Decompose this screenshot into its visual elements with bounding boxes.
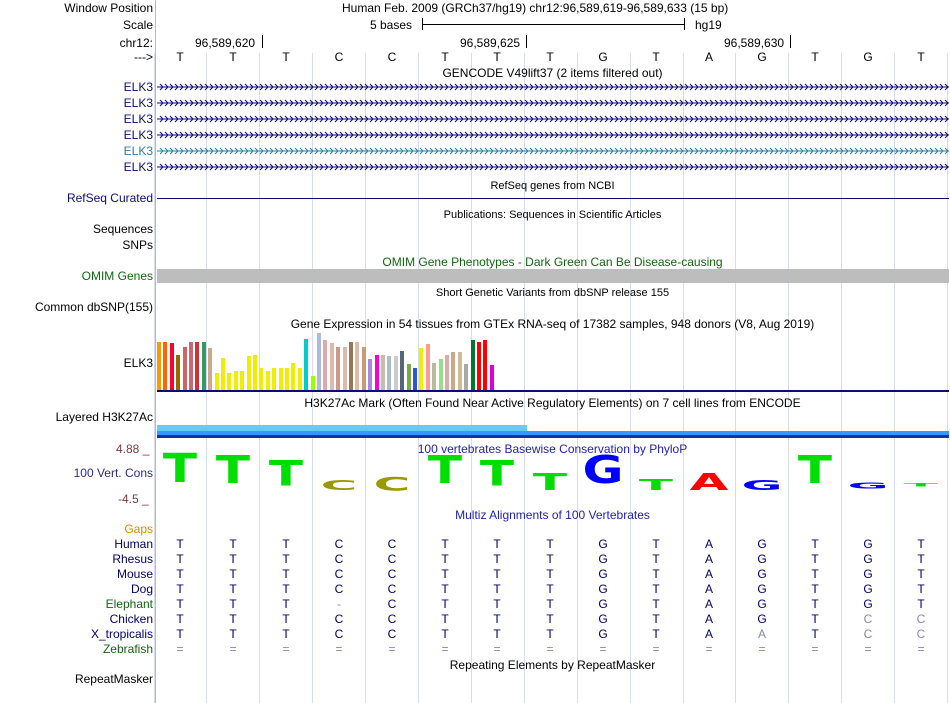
multiz-base: C [863,612,873,626]
window-position-value[interactable]: Human Feb. 2009 (GRCh37/hg19) chr12:96,589,619-96,589,633 (15 bp) [342,1,729,15]
multiz-base: T [229,627,237,641]
omim-feature-bar[interactable] [157,269,949,283]
multiz-species-label[interactable]: Rhesus [112,552,153,566]
multiz-base: C [387,612,397,626]
multiz-base: G [863,567,873,581]
omim-track-title[interactable]: OMIM Gene Phenotypes - Dark Green Can Be Disease-causing [382,255,723,269]
gtex-tissue-bar[interactable] [311,376,315,390]
gencode-item-label[interactable]: ELK3 [123,128,153,142]
multiz-base: T [441,567,449,581]
multiz-base: G [863,537,873,551]
multiz-base: = [282,642,290,656]
gencode-transcript-feature[interactable] [157,161,949,173]
multiz-base: A [704,612,713,626]
multiz-base: C [387,537,397,551]
multiz-base: T [652,567,660,581]
ruler-base: C [387,50,397,64]
multiz-base: G [863,597,873,611]
multiz-base: = [599,642,607,656]
gtex-tissue-bar[interactable] [291,363,295,390]
ruler-base: G [863,50,873,64]
multiz-base: T [229,597,237,611]
multiz-base: C [387,567,397,581]
multiz-base: T [282,567,290,581]
gtex-tissue-bar[interactable] [400,351,404,390]
multiz-base: T [229,537,237,551]
tick-label-2: 96,589,625 [460,36,521,50]
phylop-track-title[interactable]: 100 vertebrates Basewise Conservation by PhyloP [417,442,688,456]
window-position-label: Window Position [64,1,153,15]
multiz-base: T [917,597,925,611]
gtex-tissue-bar[interactable] [234,371,238,390]
ruler-base: T [811,50,819,64]
refseq-feature-line[interactable] [157,198,949,199]
gencode-item-label[interactable]: ELK3 [123,112,153,126]
multiz-base: T [811,582,819,596]
publications-track-title[interactable]: Publications: Sequences in Scientific Articles [443,209,662,221]
multiz-base: = [493,642,501,656]
multiz-base: T [546,582,554,596]
gtex-tissue-bar[interactable] [413,368,417,390]
gtex-tissue-bar[interactable] [208,348,212,390]
gtex-tissue-bar[interactable] [464,364,468,390]
multiz-base: G [757,537,767,551]
multiz-base: T [811,627,819,641]
multiz-base: = [811,642,819,656]
multiz-base: = [705,642,713,656]
phylop-base-letter: C [373,473,411,496]
phylop-base-letter: T [532,469,568,496]
multiz-base: T [441,552,449,566]
gtex-tissue-bar[interactable] [176,355,180,390]
gtex-tissue-bar[interactable] [272,368,276,390]
h3k27ac-signal-dark [157,435,949,438]
gtex-baseline [157,390,949,392]
multiz-base: T [811,612,819,626]
strand-label: ---> [134,50,153,64]
refseq-label[interactable]: RefSeq Curated [66,191,153,205]
chrom-label: chr12: [119,36,153,50]
gtex-tissue-bar[interactable] [483,340,487,390]
phylop-base-letter: T [479,454,515,495]
gtex-tissue-bar[interactable] [349,342,353,390]
multiz-base: = [546,642,554,656]
ruler-base: G [757,50,767,64]
multiz-base: C [334,537,344,551]
multiz-base: T [811,537,819,551]
gtex-tissue-bar[interactable] [215,373,219,390]
multiz-base: T [176,627,184,641]
multiz-base: A [704,627,713,641]
multiz-base: T [493,537,501,551]
phylop-base-letter: T [797,448,833,493]
gtex-gene-label[interactable]: ELK3 [123,356,153,370]
multiz-base: G [598,567,608,581]
gtex-tissue-bar[interactable] [195,342,199,390]
dbsnp-track-title[interactable]: Short Genetic Variants from dbSNP release 155 [435,287,670,299]
multiz-base: T [176,612,184,626]
gtex-tissue-bar[interactable] [387,356,391,390]
gtex-tissue-bar[interactable] [394,356,398,390]
phylop-min-label: -4.5 _ [118,492,149,506]
multiz-base: T [652,537,660,551]
multiz-base: T [546,567,554,581]
multiz-base: G [757,552,767,566]
gtex-tissue-bar[interactable] [323,340,327,390]
ruler-base: C [334,50,344,64]
gencode-item-label[interactable]: ELK3 [123,144,153,158]
multiz-base: G [598,612,608,626]
phylop-base-letter: T [427,448,463,493]
multiz-base: T [917,567,925,581]
tick-mark-2 [526,35,527,48]
multiz-base: = [176,642,184,656]
multiz-base: C [334,567,344,581]
dbsnp-label[interactable]: Common dbSNP(155) [34,300,153,314]
gtex-tissue-bar[interactable] [458,352,462,390]
multiz-base: A [704,597,713,611]
multiz-base: T [282,552,290,566]
multiz-base: = [229,642,237,656]
multiz-species-label[interactable]: Human [114,537,153,551]
multiz-base: A [704,582,713,596]
gtex-tissue-bar[interactable] [375,355,379,390]
multiz-base: = [652,642,660,656]
gtex-bar-chart[interactable] [157,333,537,390]
gtex-tissue-bar[interactable] [183,347,187,390]
scale-text: 5 bases [370,18,413,32]
multiz-base: T [176,567,184,581]
ruler-base: T [282,50,290,64]
multiz-base: T [176,552,184,566]
multiz-base: G [863,552,873,566]
phylop-base-letter: T [268,454,304,495]
multiz-base: T [493,627,501,641]
scale-bar [422,18,685,30]
scale-label: Scale [122,18,153,32]
gtex-tissue-bar[interactable] [202,342,206,390]
multiz-base: T [493,552,501,566]
multiz-base: T [282,627,290,641]
gencode-item-label[interactable]: ELK3 [123,80,153,94]
multiz-base: G [598,537,608,551]
gtex-tissue-bar[interactable] [227,373,231,390]
multiz-base: C [334,582,344,596]
phylop-base-letter: T [162,446,198,492]
gencode-transcript-feature[interactable] [157,81,949,93]
tick-label-1: 96,589,620 [195,36,256,50]
multiz-base: T [176,537,184,551]
multiz-base: A [704,552,713,566]
gtex-tissue-bar[interactable] [451,352,455,390]
multiz-base: A [704,567,713,581]
gtex-tissue-bar[interactable] [445,355,449,390]
phylop-base-letter: T [215,448,251,493]
phylop-label[interactable]: 100 Vert. Cons [73,466,153,480]
gtex-tissue-bar[interactable] [362,347,366,390]
multiz-base: C [387,627,397,641]
multiz-base: T [441,537,449,551]
multiz-base: G [598,627,608,641]
multiz-base: C [334,627,344,641]
multiz-base: - [337,597,341,611]
ruler-base: T [546,50,554,64]
multiz-base: A [704,537,713,551]
multiz-base: T [441,582,449,596]
gtex-track-title[interactable]: Gene Expression in 54 tissues from GTEx RNA-seq of 17382 samples, 948 donors (V8, Aug 2019) [290,317,815,331]
multiz-base: T [282,597,290,611]
phylop-base-letter: C [320,478,358,494]
gencode-track-title[interactable]: GENCODE V49lift37 (2 items filtered out) [442,66,663,80]
multiz-gaps-label: Gaps [124,522,153,536]
ruler-base: T [493,50,501,64]
multiz-base: T [229,567,237,581]
left-label-separator [155,0,156,703]
multiz-base: = [388,642,396,656]
phylop-base-letter: A [689,469,729,496]
h3k27ac-label[interactable]: Layered H3K27Ac [55,410,153,424]
multiz-base: T [493,612,501,626]
gencode-transcript-feature[interactable] [157,129,949,141]
multiz-base: T [282,582,290,596]
gtex-tissue-bar[interactable] [407,364,411,390]
repeatmasker-track-title[interactable]: Repeating Elements by RepeatMasker [449,658,656,672]
multiz-base: T [652,612,660,626]
repeatmasker-label[interactable]: RepeatMasker [74,672,153,686]
ruler-base: G [598,50,608,64]
ruler-base: T [229,50,237,64]
gtex-tissue-bar[interactable] [336,347,340,390]
gtex-tissue-bar[interactable] [419,348,423,390]
multiz-base: = [335,642,343,656]
gtex-tissue-bar[interactable] [266,371,270,390]
scale-assembly: hg19 [695,18,722,32]
multiz-base: T [229,612,237,626]
multiz-base: T [917,537,925,551]
multiz-base: G [598,552,608,566]
gtex-tissue-bar[interactable] [189,342,193,390]
multiz-base: G [598,597,608,611]
publications-sequences-label[interactable]: Sequences [92,222,153,236]
multiz-base: T [441,627,449,641]
phylop-max-label: 4.88 _ [116,442,150,456]
gtex-tissue-bar[interactable] [157,342,161,390]
gtex-tissue-bar[interactable] [247,356,251,390]
multiz-base: = [758,642,766,656]
multiz-base: T [811,597,819,611]
multiz-base: T [493,597,501,611]
base-gridline [154,53,155,703]
multiz-base: T [652,597,660,611]
gtex-tissue-bar[interactable] [368,359,372,390]
multiz-base: T [652,582,660,596]
multiz-base: T [493,582,501,596]
multiz-base: A [757,627,766,641]
gtex-tissue-bar[interactable] [471,340,475,390]
multiz-base: C [863,627,873,641]
gtex-tissue-bar[interactable] [221,358,225,390]
multiz-species-label[interactable]: Chicken [109,612,153,626]
gtex-tissue-bar[interactable] [317,333,321,390]
ruler-base: A [704,50,713,64]
multiz-base: T [441,612,449,626]
gtex-tissue-bar[interactable] [285,368,289,390]
multiz-species-label[interactable]: Mouse [116,567,153,581]
phylop-base-letter: T [638,477,674,494]
tick-mark-3 [790,35,791,48]
multiz-base: = [917,642,925,656]
gencode-transcript-feature[interactable] [157,97,949,109]
multiz-base: T [282,612,290,626]
multiz-base: T [176,597,184,611]
gtex-tissue-bar[interactable] [477,342,481,390]
multiz-base: G [757,597,767,611]
gtex-tissue-bar[interactable] [343,347,347,390]
phylop-base-letter: G [847,481,889,491]
gtex-tissue-bar[interactable] [432,363,436,390]
multiz-base: T [546,627,554,641]
gtex-tissue-bar[interactable] [240,371,244,390]
gtex-tissue-bar[interactable] [170,343,174,390]
multiz-base: C [916,627,926,641]
ruler-base: T [652,50,660,64]
multiz-base: = [864,642,872,656]
gtex-tissue-bar[interactable] [298,368,302,390]
multiz-base: T [546,537,554,551]
ruler-base: T [441,50,449,64]
ruler-base: T [176,50,184,64]
gtex-tissue-bar[interactable] [490,365,494,390]
multiz-base: T [917,552,925,566]
multiz-species-label[interactable]: Elephant [105,597,153,611]
multiz-base: T [546,552,554,566]
multiz-base: T [652,552,660,566]
multiz-base: G [757,612,767,626]
multiz-species-label[interactable]: Dog [130,582,153,596]
gtex-tissue-bar[interactable] [253,355,257,390]
gtex-tissue-bar[interactable] [330,343,334,390]
multiz-base: T [229,552,237,566]
tick-label-3: 96,589,630 [724,36,785,50]
gtex-tissue-bar[interactable] [163,342,167,390]
gtex-tissue-bar[interactable] [426,344,430,390]
multiz-base: T [917,582,925,596]
multiz-base: C [334,552,344,566]
h3k27ac-track-title[interactable]: H3K27Ac Mark (Often Found Near Active Regulatory Elements) on 7 cell lines from ENCODE [304,396,801,410]
multiz-species-label[interactable]: X_tropicalis [90,627,153,641]
multiz-base: G [863,582,873,596]
multiz-base: T [811,552,819,566]
tick-mark-1 [262,35,263,48]
gencode-transcript-feature[interactable] [157,113,949,125]
gtex-tissue-bar[interactable] [355,342,359,390]
gencode-item-label[interactable]: ELK3 [123,96,153,110]
multiz-base: G [757,582,767,596]
multiz-base: T [493,567,501,581]
multiz-base: T [229,582,237,596]
gtex-tissue-bar[interactable] [381,355,385,390]
publications-snps-label[interactable]: SNPs [122,238,153,252]
gtex-tissue-bar[interactable] [304,339,308,390]
multiz-base: T [441,597,449,611]
multiz-base: C [387,582,397,596]
multiz-base: T [811,567,819,581]
omim-label[interactable]: OMIM Genes [81,269,153,283]
multiz-base: G [598,582,608,596]
refseq-track-title[interactable]: RefSeq genes from NCBI [490,180,615,192]
multiz-base: T [546,597,554,611]
multiz-base: C [387,552,397,566]
phylop-base-letter: G [582,448,624,493]
multiz-base: T [546,612,554,626]
multiz-track-title[interactable]: Multiz Alignments of 100 Vertebrates [455,508,650,522]
multiz-base: C [916,612,926,626]
multiz-base: C [387,597,397,611]
multiz-base: C [334,612,344,626]
gencode-transcript-feature[interactable] [157,145,949,157]
multiz-base: G [757,567,767,581]
gtex-tissue-bar[interactable] [259,368,263,390]
multiz-base: T [652,627,660,641]
phylop-base-letter: G [741,478,783,494]
gtex-tissue-bar[interactable] [439,359,443,390]
multiz-species-label[interactable]: Zebrafish [102,642,153,656]
multiz-base: T [176,582,184,596]
multiz-base: = [441,642,449,656]
gtex-tissue-bar[interactable] [279,368,283,390]
ruler-base: T [917,50,925,64]
gencode-item-label[interactable]: ELK3 [123,160,153,174]
multiz-base: T [282,537,290,551]
